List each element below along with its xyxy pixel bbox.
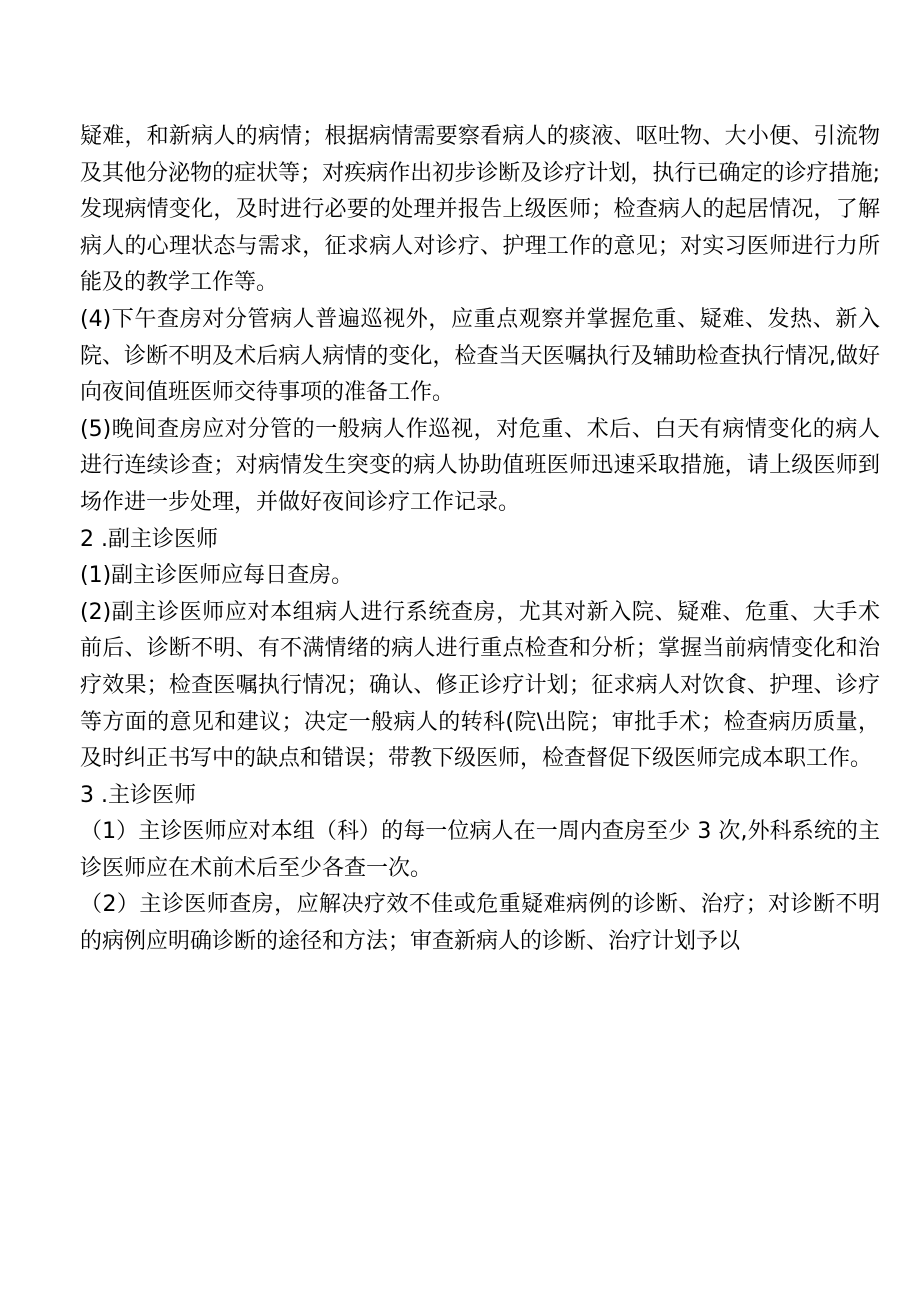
paragraph-deputy-item-2: (2)副主诊医师应对本组病人进行系统查房，尤其对新入院、疑难、危重、大手术前后、诊断不明、有不满情绪的病人进行重点检查和分析；掌握当前病情变化和治疗效果；检查医嘱执行情况；确认、修正诊疗计划；征求病人对饮食、护理、诊疗等方面的意见和建议；决定一般病人的转科(院\出院；审批手术；检查病历质量，及时纠正书写中的缺点和错误；带教下级医师，检查督促下级医师完成本职工作。 bbox=[80, 599, 880, 772]
paragraph-deputy-item-1: (1)副主诊医师应每日查房。 bbox=[80, 563, 354, 589]
paragraph-item-5: (5)晚间查房应对分管的一般病人作巡视，对危重、术后、白天有病情变化的病人进行连续诊查；对病情发生突变的病人协助值班医师迅速采取措施，请上级医师到场作进一步处理，并做好夜间诊疗工作记录。 bbox=[80, 416, 880, 515]
section-heading-chief-physician: 3 .主诊医师 bbox=[80, 782, 196, 808]
paragraph-continuation: 疑难，和新病人的病情；根据病情需要察看病人的痰液、呕吐物、大小便、引流物及其他分泌物的症状等；对疾病作出初步诊断及诊疗计划，执行已确定的诊疗措施;发现病情变化，及时进行必要的处理并报告上级医师；检查病人的起居情况，了解病人的心理状态与需求，征求病人对诊疗、护理工作的意见；对实习医师进行力所能及的教学工作等。 bbox=[80, 124, 880, 296]
section-heading-deputy-physician: 2 .副主诊医师 bbox=[80, 526, 218, 552]
paragraph-chief-item-1: （1）主诊医师应对本组（科）的每一位病人在一周内查房至少 3 次,外科系统的主诊医师应在术前术后至少各查一次。 bbox=[80, 819, 880, 881]
paragraph-item-4: (4)下午查房对分管病人普遍巡视外，应重点观察并掌握危重、疑难、发热、新入院、诊断不明及术后病人病情的变化，检查当天医嘱执行及辅助检查执行情况,做好向夜间值班医师交待事项的准备工作。 bbox=[80, 306, 880, 406]
paragraph-chief-item-2: （2）主诊医师查房，应解决疗效不佳或危重疑难病例的诊断、治疗；对诊断不明的病例应明确诊断的途径和方法；审查新病人的诊断、治疗计划予以 bbox=[80, 892, 880, 955]
